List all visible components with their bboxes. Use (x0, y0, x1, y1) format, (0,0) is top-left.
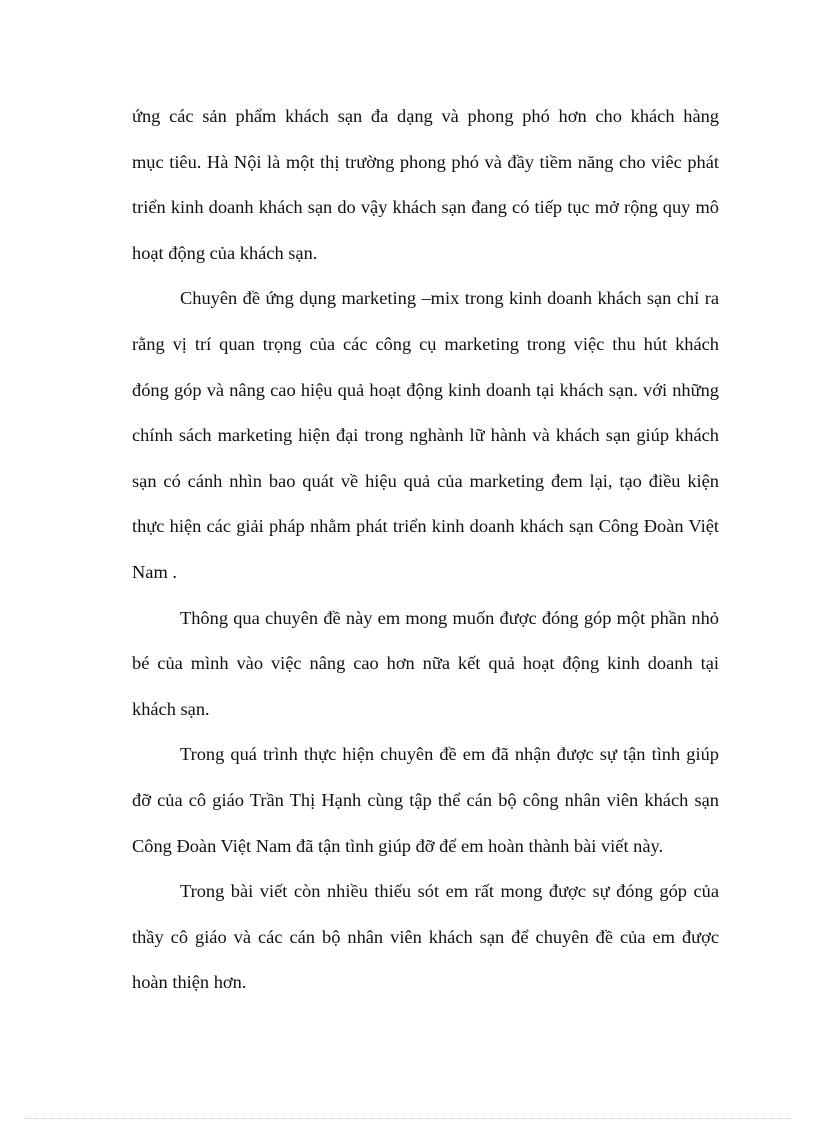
text-line: hoàn thiện hơn. (132, 972, 247, 993)
text-line: ứng các sản phẩm khách sạn đa dạng và phong phó hơn cho khách hàng (132, 106, 719, 126)
text-line: triển kinh doanh khách sạn do vậy khách sạn đang có tiếp tục mở rộng quy mô (132, 197, 719, 218)
text-line: chính sách marketing hiện đại trong nghành lữ hành và khách sạn giúp khách (132, 425, 719, 446)
text-line: Công Đoàn Việt Nam đã tận tình giúp đỡ để em hoàn thành bài viết này. (132, 835, 664, 856)
text-line: sạn có cánh nhìn bao quát về hiệu quả của marketing đem lại, tạo điều kiện (132, 470, 719, 491)
text-line: bé của mình vào việc nâng cao hơn nữa kết quả hoạt động kinh doanh tại (132, 653, 719, 674)
text-line: thầy cô giáo và các cán bộ nhân viên khách sạn để chuyên đề của em được (132, 926, 719, 947)
text-line: Chuyên đề ứng dụng marketing –mix trong kinh doanh khách sạn chỉ ra (180, 288, 719, 309)
text-line: Trong bài viết còn nhiều thiếu sót em rất mong được sự đóng góp của (180, 881, 719, 902)
paragraph-5 (132, 869, 719, 1006)
text-line: Nam . (132, 561, 177, 582)
text-line: Thông qua chuyên đề này em mong muốn được đóng góp một phần nhỏ (180, 607, 719, 628)
paragraph-4 (132, 732, 719, 869)
paragraph-1 (132, 94, 719, 276)
text-line: rằng vị trí quan trọng của các công cụ marketing trong việc thu hút khách (132, 333, 719, 354)
text-line: mục tiêu. Hà Nội là một thị trường phong phó và đầy tiềm năng cho viêc phát (132, 151, 719, 172)
text-line: khách sạn. (132, 698, 210, 719)
text-line: đóng góp và nâng cao hiệu quả hoạt động kinh doanh tại khách sạn. với những (132, 379, 719, 400)
text-line: Trong quá trình thực hiện chuyên đề em đã nhận được sự tận tình giúp (180, 744, 719, 765)
page-bottom-divider (24, 1118, 792, 1119)
text-line: thực hiện các giải pháp nhằm phát triển kinh doanh khách sạn Công Đoàn Việt (132, 516, 719, 537)
paragraph-3 (132, 596, 719, 733)
body-text (132, 94, 719, 1006)
paragraph-2 (132, 276, 719, 595)
text-line: hoạt động của khách sạn. (132, 242, 318, 263)
text-line: đỡ của cô giáo Trần Thị Hạnh cùng tập thể cán bộ công nhân viên khách sạn (132, 789, 719, 810)
